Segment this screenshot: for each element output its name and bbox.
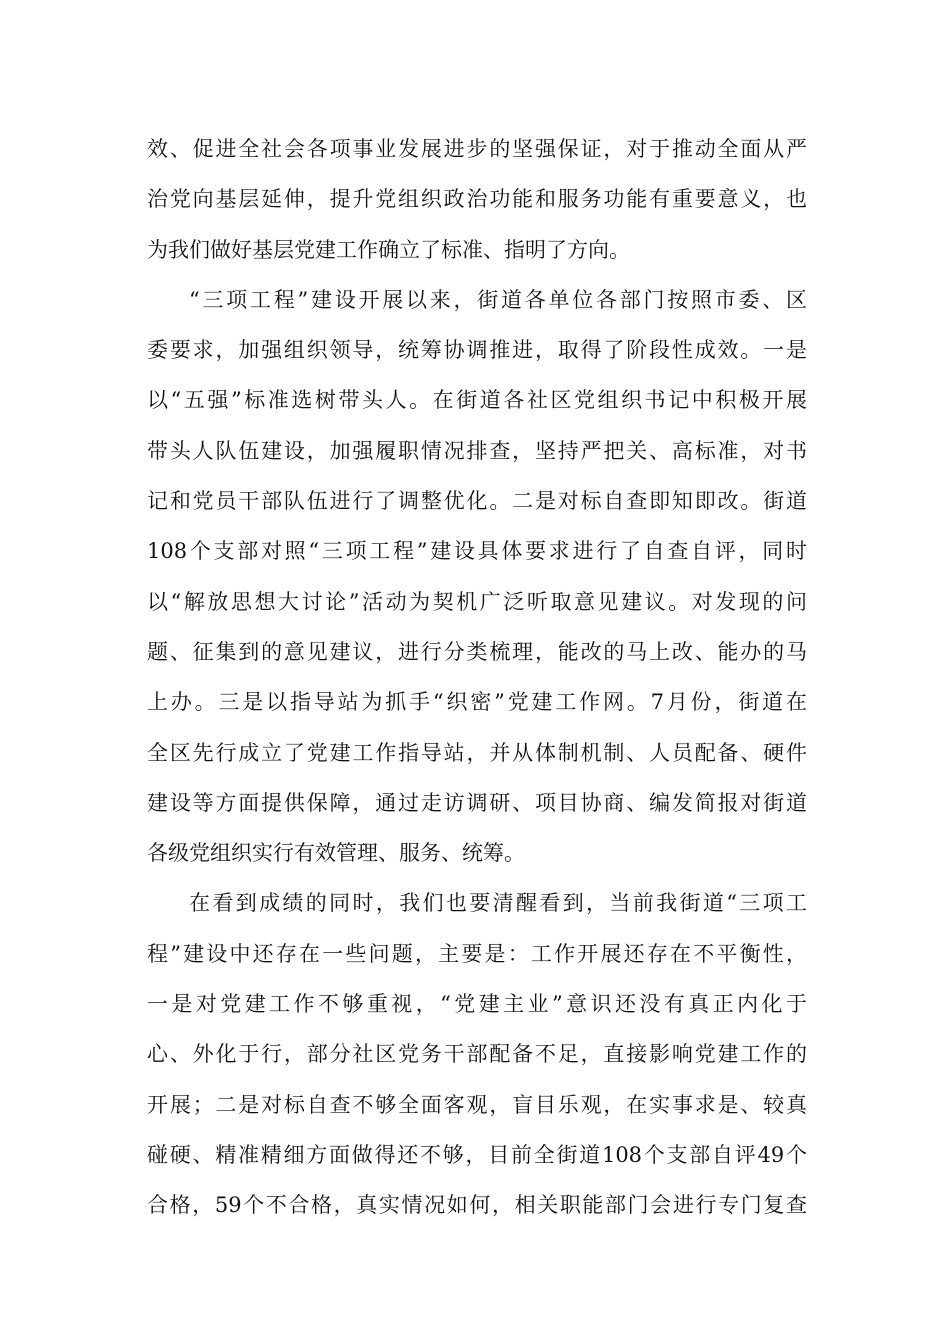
text-line: 带头人队伍建设，加强履职情况排查，坚持严把关、高标准，对书 <box>147 438 807 463</box>
text-line: “三项工程”建设开展以来，街道各单位各部门按照市委、区 <box>189 287 807 312</box>
text-line: 效、促进全社会各项事业发展进步的坚强保证，对于推动全面从严 <box>147 137 807 161</box>
text-line: 委要求，加强组织领导，统筹协调推进，取得了阶段性成效。一是 <box>147 338 807 363</box>
paragraph-1 <box>147 124 807 275</box>
text-line: 以“解放思想大讨论”活动为契机广泛听取意见建议。对发现的问 <box>147 589 807 614</box>
text-line: 一是对党建工作不够重视，“党建主业”意识还没有真正内化于 <box>147 992 807 1017</box>
text-line: 全区先行成立了党建工作指导站，并从体制机制、人员配备、硬件 <box>147 740 807 765</box>
text-line: 上办。三是以指导站为抓手“织密”党建工作网。7月份，街道在 <box>147 690 807 715</box>
text-line: 各级党组织实行有效管理、服务、统筹。 <box>147 841 525 866</box>
paragraph-2 <box>147 275 807 879</box>
text-line: 治党向基层延伸，提升党组织政治功能和服务功能有重要意义，也 <box>147 187 807 212</box>
text-line: 以“五强”标准选树带头人。在街道各社区党组织书记中积极开展 <box>147 388 807 413</box>
text-line: 合格，59个不合格，真实情况如何，相关职能部门会进行专门复查 <box>147 1193 807 1218</box>
text-line: 碰硬、精准精细方面做得还不够，目前全街道108个支部自评49个 <box>147 1142 807 1167</box>
text-line: 为我们做好基层党建工作确立了标准、指明了方向。 <box>147 237 630 262</box>
text-line: 程”建设中还存在一些问题，主要是：工作开展还存在不平衡性， <box>147 941 807 966</box>
text-line: 开展；二是对标自查不够全面客观，盲目乐观，在实事求是、较真 <box>147 1092 807 1117</box>
paragraph-3 <box>147 878 807 1230</box>
text-line: 在看到成绩的同时，我们也要清醒看到，当前我街道“三项工 <box>189 891 807 916</box>
text-line: 心、外化于行，部分社区党务干部配备不足，直接影响党建工作的 <box>147 1042 807 1067</box>
body-text <box>147 124 807 1231</box>
text-line: 建设等方面提供保障，通过走访调研、项目协商、编发简报对街道 <box>147 790 807 815</box>
text-line: 题、征集到的意见建议，进行分类梳理，能改的马上改、能办的马 <box>147 639 807 664</box>
text-line: 108个支部对照“三项工程”建设具体要求进行了自查自评，同时 <box>147 539 807 564</box>
text-line: 记和党员干部队伍进行了调整优化。二是对标自查即知即改。街道 <box>147 489 807 514</box>
